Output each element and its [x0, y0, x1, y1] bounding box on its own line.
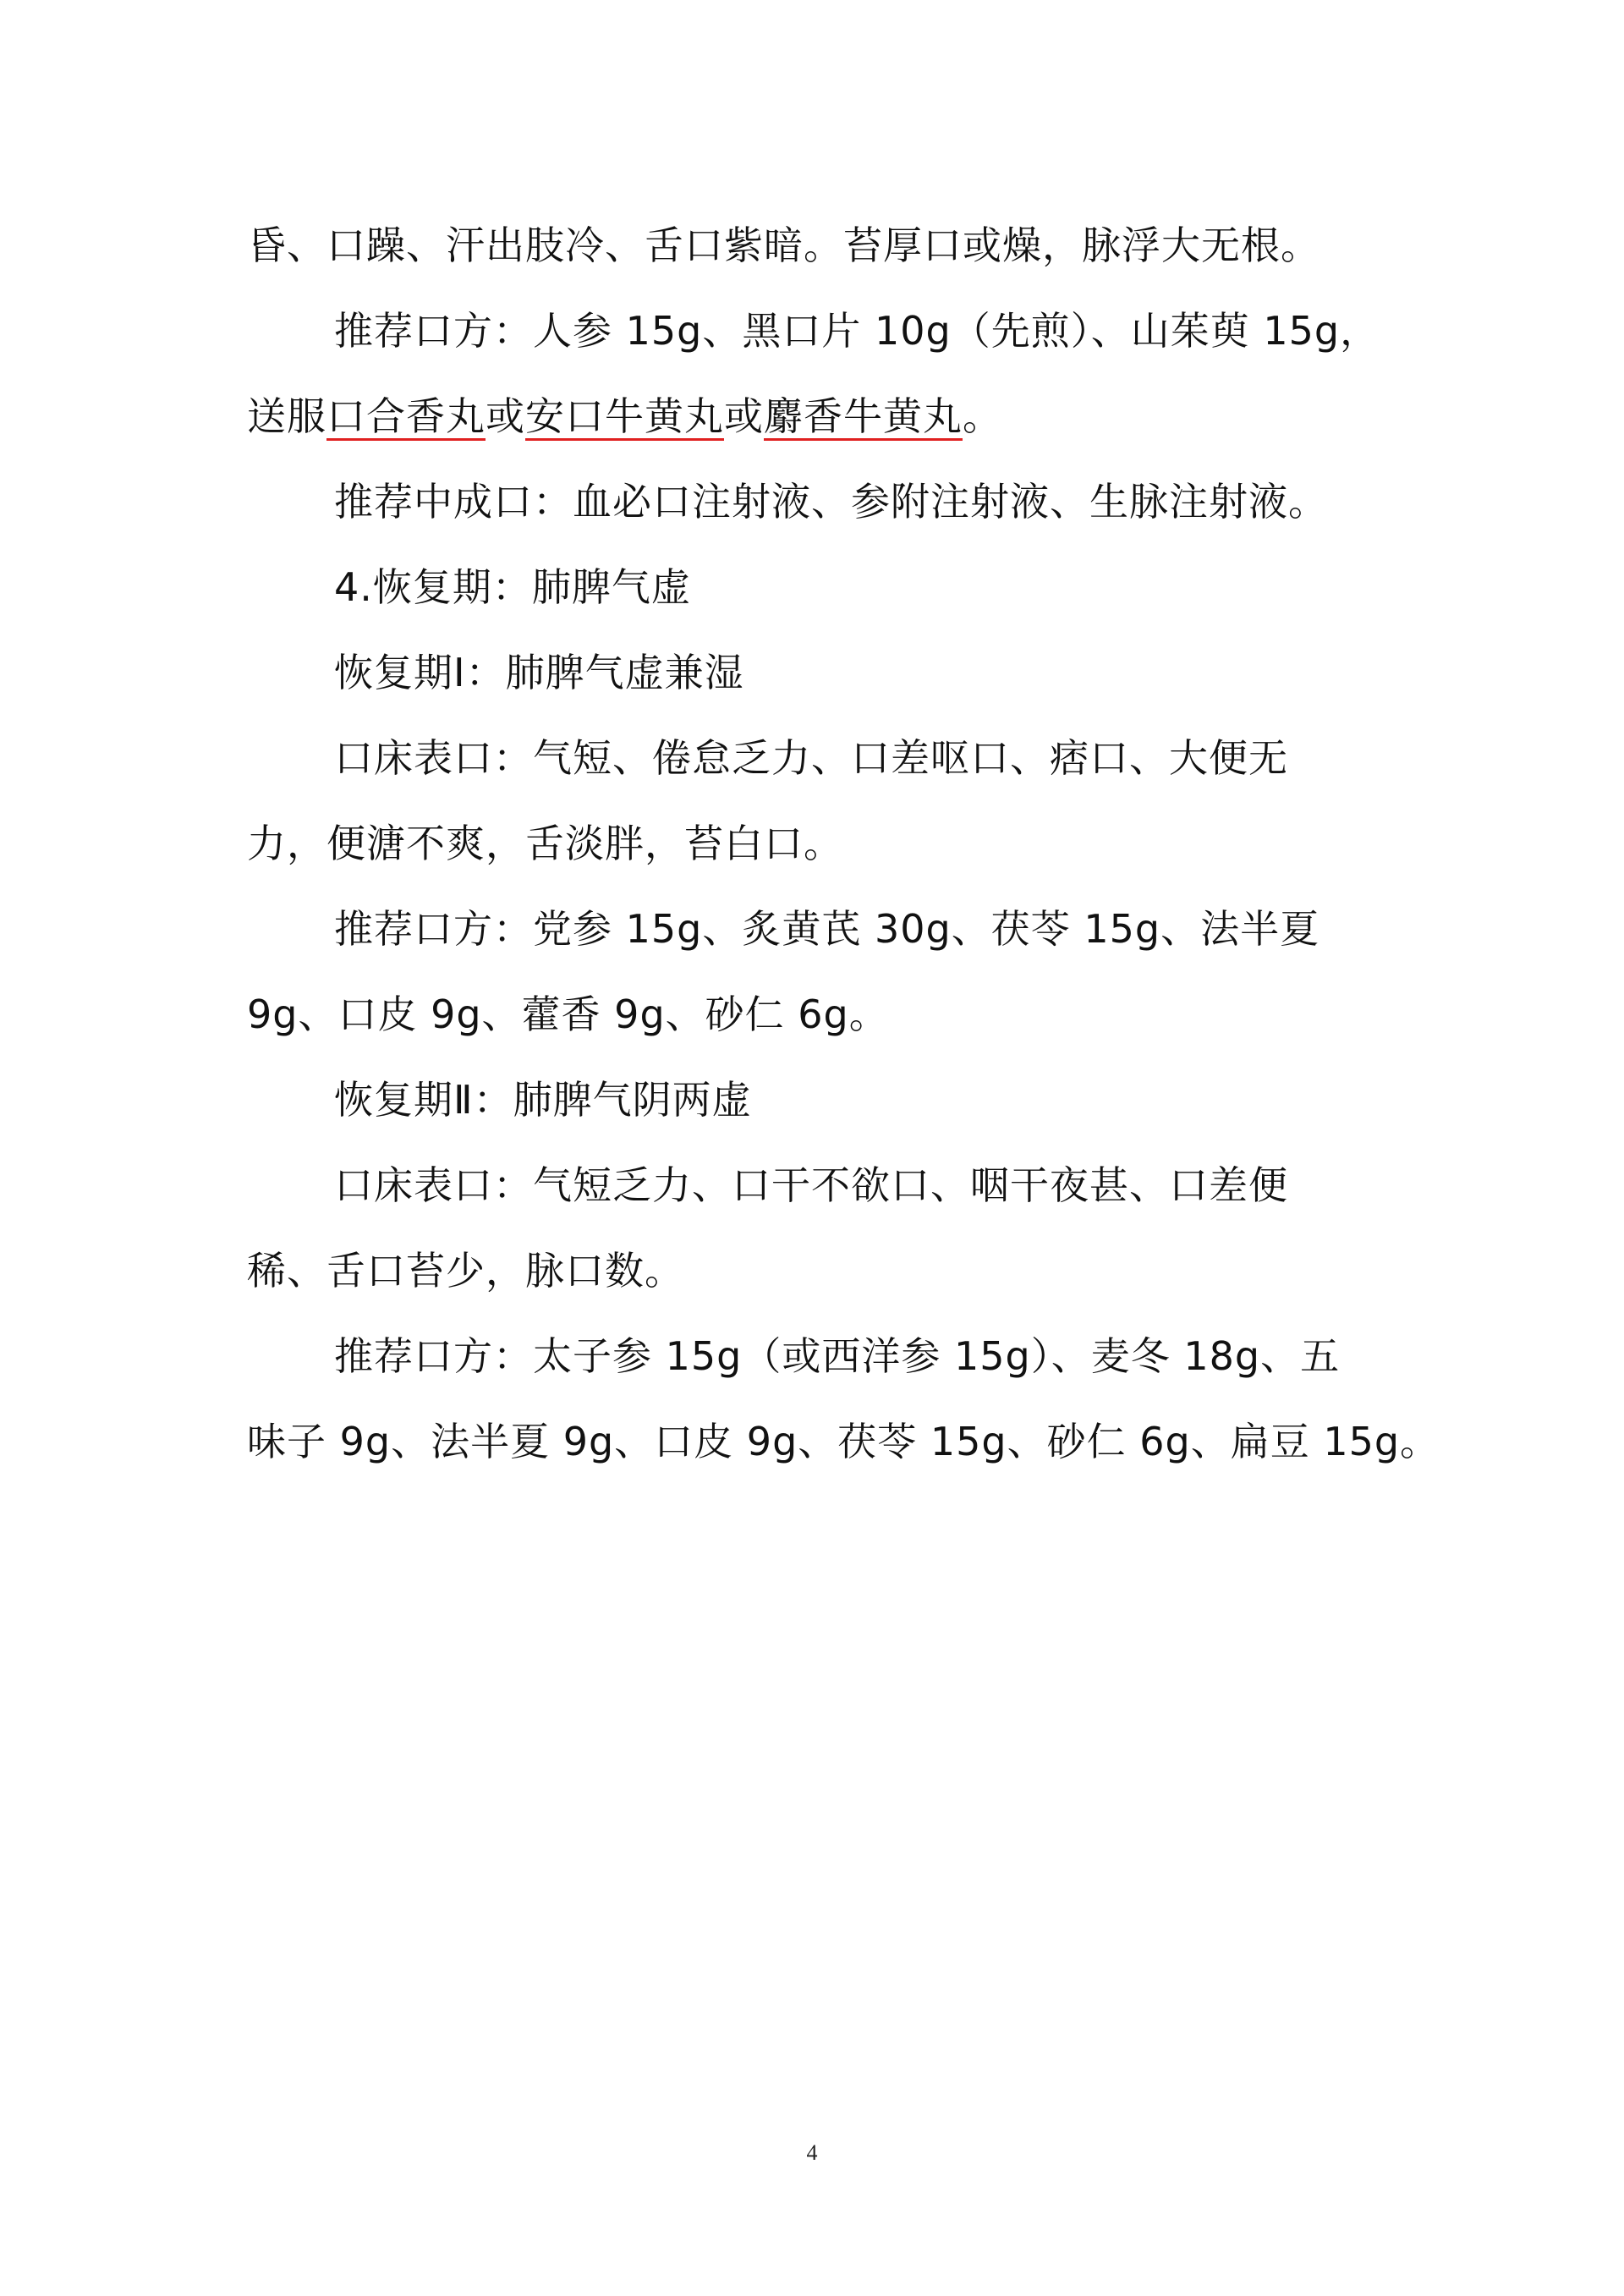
text-line: 昏、口躁、汗出肢冷、舌口紫暗。苔厚口或燥，脉浮大无根。	[247, 222, 1320, 268]
text-line: 稀、舌口苔少，脉口数。	[247, 1248, 684, 1294]
text-line	[247, 374, 1389, 459]
text-line: 力，便溏不爽，舌淡胖，苔白口。	[247, 821, 843, 866]
text-segment: 或	[486, 393, 525, 439]
text-segment: 送服	[247, 393, 326, 439]
text-line: 推荐口方：人参 15g、黑口片 10g（先煎）、山茱萸 15g，	[334, 308, 1380, 354]
text-segment: 或	[724, 393, 764, 439]
text-line: 恢复期Ⅰ：肺脾气虚兼湿	[334, 650, 744, 695]
body-text	[247, 203, 1440, 1485]
underlined-text: 口合香丸	[326, 393, 486, 439]
underlined-text: 安口牛黄丸	[525, 393, 724, 439]
text-line: 恢复期Ⅱ：肺脾气阴两虚	[334, 1077, 752, 1123]
text-line: 4.恢复期：肺脾气虚	[334, 564, 691, 610]
text-line: 推荐口方：太子参 15g（或西洋参 15g）、麦冬 18g、五	[334, 1333, 1341, 1379]
text-segment: 。	[963, 393, 1002, 439]
text-line: 口床表口：气短乏力、口干不欲口、咽干夜甚、口差便	[334, 1162, 1288, 1208]
text-line: 口床表口：气短、倦怠乏力、口差呕口、痞口、大便无	[334, 735, 1288, 781]
page-number: 4	[806, 2140, 818, 2165]
text-line: 推荐口方：党参 15g、炙黄芪 30g、茯苓 15g、法半夏	[334, 906, 1320, 952]
text-line: 9g、口皮 9g、藿香 9g、砂仁 6g。	[247, 991, 889, 1037]
text-line: 推荐中成口：血必口注射液、参附注射液、生脉注射液。	[334, 479, 1328, 525]
text-line: 味子 9g、法半夏 9g、口皮 9g、茯苓 15g、砂仁 6g、扁豆 15g。	[247, 1419, 1440, 1464]
underlined-text: 麝香牛黄丸	[764, 393, 963, 439]
